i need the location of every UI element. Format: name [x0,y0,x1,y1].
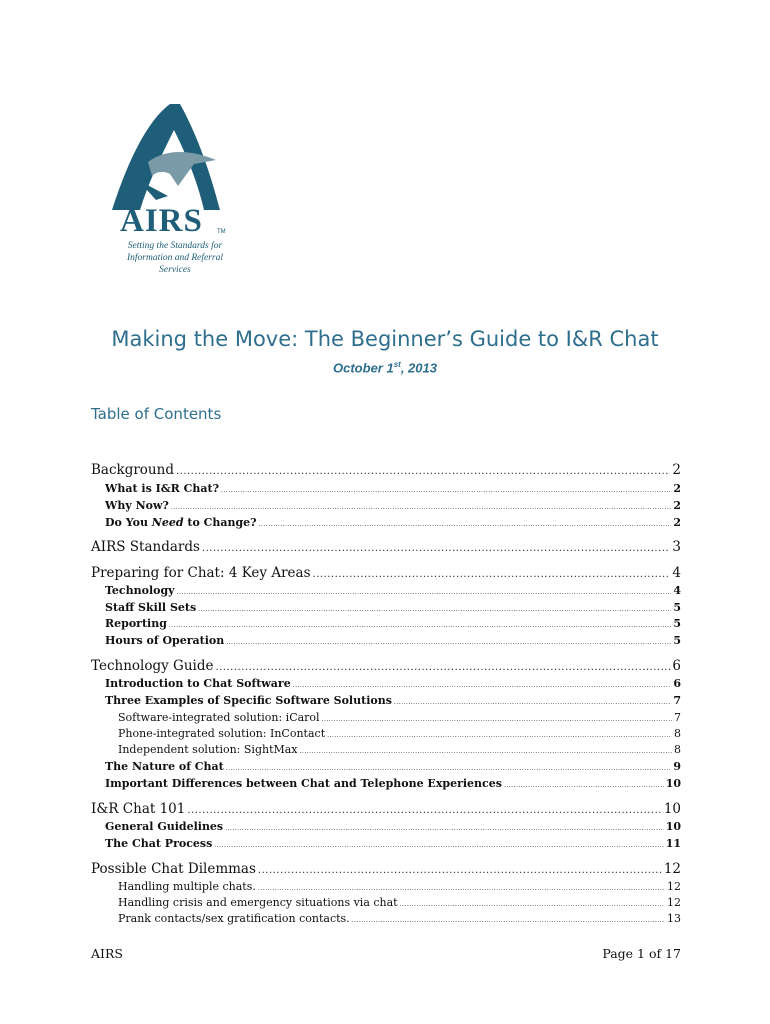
toc-page-number: 10 [663,801,681,817]
toc-entry-label: Handling crisis and emergency situations via chat [118,896,398,909]
toc-leader-dots [322,716,672,723]
toc-entry-label: Phone-integrated solution: InContact [118,727,326,740]
toc-page-number: 8 [674,743,681,756]
logo-wordmark: AIRS [120,203,203,239]
toc-page-number: 2 [672,462,681,478]
toc-entry-label: Technology [105,584,175,597]
toc-heading: Table of Contents [91,405,222,423]
toc-entry-technology-guide[interactable] [91,658,681,674]
toc-entry-label: AIRS Standards [91,539,200,555]
toc-leader-dots [214,842,663,849]
toc-leader-dots [313,569,671,580]
toc-leader-dots [177,589,672,596]
date-suffix: , 2013 [400,360,437,376]
toc-page-number: 10 [665,820,681,833]
toc-entry-what-is-chat[interactable] [105,482,681,495]
toc-page-number: 6 [673,677,681,690]
toc-leader-dots [226,639,671,646]
toc-entry-label: The Chat Process [105,837,213,850]
toc-entry-label: Prank contacts/sex gratification contacts. [118,912,350,925]
toc-entry-staff-skill-sets[interactable] [105,601,681,614]
toc-entry-label: The Nature of Chat [105,760,224,773]
toc-page-number: 5 [673,601,681,614]
toc-page-number: 12 [667,896,681,909]
toc-entry-label: Preparing for Chat: 4 Key Areas [91,565,311,581]
toc-entry-label: Why Now? [105,499,169,512]
toc-page-number: 12 [663,861,681,877]
toc-entry-crisis-situations[interactable] [118,896,681,909]
toc-entry-label: Background [91,462,174,478]
toc-entry-chat-process[interactable] [105,837,681,850]
toc-leader-dots [352,917,665,924]
toc-entry-airs-standards[interactable] [91,539,681,555]
toc-page-number: 11 [665,837,681,850]
toc-entry-nature-of-chat[interactable] [105,760,681,773]
toc-entry-hours-of-operation[interactable] [105,634,681,647]
toc-leader-dots [327,732,672,739]
toc-page-number: 4 [672,565,681,581]
toc-entry-label: Software-integrated solution: iCarol [118,711,320,724]
toc-leader-dots [202,543,670,554]
toc-entry-technology[interactable] [105,584,681,597]
toc-entry-label: Introduction to Chat Software [105,677,291,690]
toc-page-number: 4 [673,584,681,597]
toc-page-number: 7 [673,694,681,707]
toc-entry-why-now[interactable] [105,499,681,512]
footer-org: AIRS [91,946,123,961]
toc-leader-dots [215,662,670,673]
toc-leader-dots [226,765,672,772]
toc-entry-label: Technology Guide [91,658,214,674]
toc-page-number: 7 [674,711,681,724]
toc-page-number: 12 [667,880,681,893]
toc-leader-dots [221,487,671,494]
toc-entry-incontact[interactable] [118,727,681,740]
toc-leader-dots [176,466,670,477]
toc-page-number: 3 [672,539,681,555]
toc-page-number: 9 [673,760,681,773]
toc-leader-dots [293,682,672,689]
toc-entry-do-you-need-to-change[interactable] [105,516,681,529]
logo-trademark: TM [217,229,226,235]
toc-entry-important-differences[interactable] [105,777,681,790]
toc-entry-label: Handling multiple chats. [118,880,256,893]
label-part: to Change? [183,516,257,529]
toc-entry-label: What is I&R Chat? [105,482,220,495]
toc-leader-dots [171,504,671,511]
toc-entry-label [105,516,257,529]
toc-entry-chat-dilemmas[interactable] [91,861,681,877]
toc-entry-label: Reporting [105,617,167,630]
toc-entry-label: Important Differences between Chat and Telephone Experiences [105,777,502,790]
toc-page-number: 2 [673,516,681,529]
label-emphasis: Need [151,516,184,529]
toc-entry-icarol[interactable] [118,711,681,724]
toc-page-number: 5 [673,617,681,630]
logo-tagline [110,240,240,276]
toc-entry-label: Three Examples of Specific Software Solutions [105,694,392,707]
toc-leader-dots [504,782,664,789]
toc-page-number: 13 [667,912,681,925]
toc-entry-background[interactable] [91,462,681,478]
toc-leader-dots [187,805,661,816]
toc-entry-label: Hours of Operation [105,634,225,647]
toc-entry-reporting[interactable] [105,617,681,630]
date-prefix: October 1 [333,360,394,376]
logo-tagline-line2: Information and Referral Services [126,253,224,275]
toc-page-number: 6 [672,658,681,674]
toc-leader-dots [400,901,665,908]
toc-leader-dots [258,865,662,876]
toc-page-number: 5 [673,634,681,647]
toc-page-number: 8 [674,727,681,740]
toc-entry-intro-chat-software[interactable] [105,677,681,690]
toc-entry-label: Independent solution: SightMax [118,743,298,756]
toc-entry-label: General Guidelines [105,820,224,833]
toc-leader-dots [394,699,671,706]
logo-tagline-line1: Setting the Standards for [127,241,223,251]
toc-entry-multiple-chats[interactable] [118,880,681,893]
toc-entry-three-examples[interactable] [105,694,681,707]
toc-page-number: 2 [673,499,681,512]
toc-entry-label: I&R Chat 101 [91,801,186,817]
toc-leader-dots [300,748,672,755]
toc-entry-preparing-for-chat[interactable] [91,565,681,581]
toc-entry-label: Staff Skill Sets [105,601,197,614]
document-date [0,360,770,375]
label-part: Do You [105,516,152,529]
document-title: Making the Move: The Beginner’s Guide to I&R Chat [111,327,659,351]
toc-leader-dots [259,521,672,528]
toc-entry-prank-contacts[interactable] [118,912,681,925]
toc-leader-dots [258,885,665,892]
toc-entry-label: Possible Chat Dilemmas [91,861,256,877]
toc-page-number: 2 [673,482,681,495]
toc-leader-dots [169,622,671,629]
toc-entry-sightmax[interactable] [118,743,681,756]
footer-page-number: Page 1 of 17 [602,946,681,961]
date-ordinal: st [393,360,401,369]
toc-entry-ir-chat-101[interactable] [91,801,681,817]
toc-leader-dots [198,606,671,613]
toc-leader-dots [225,825,664,832]
toc-page-number: 10 [665,777,681,790]
toc-entry-general-guidelines[interactable] [105,820,681,833]
